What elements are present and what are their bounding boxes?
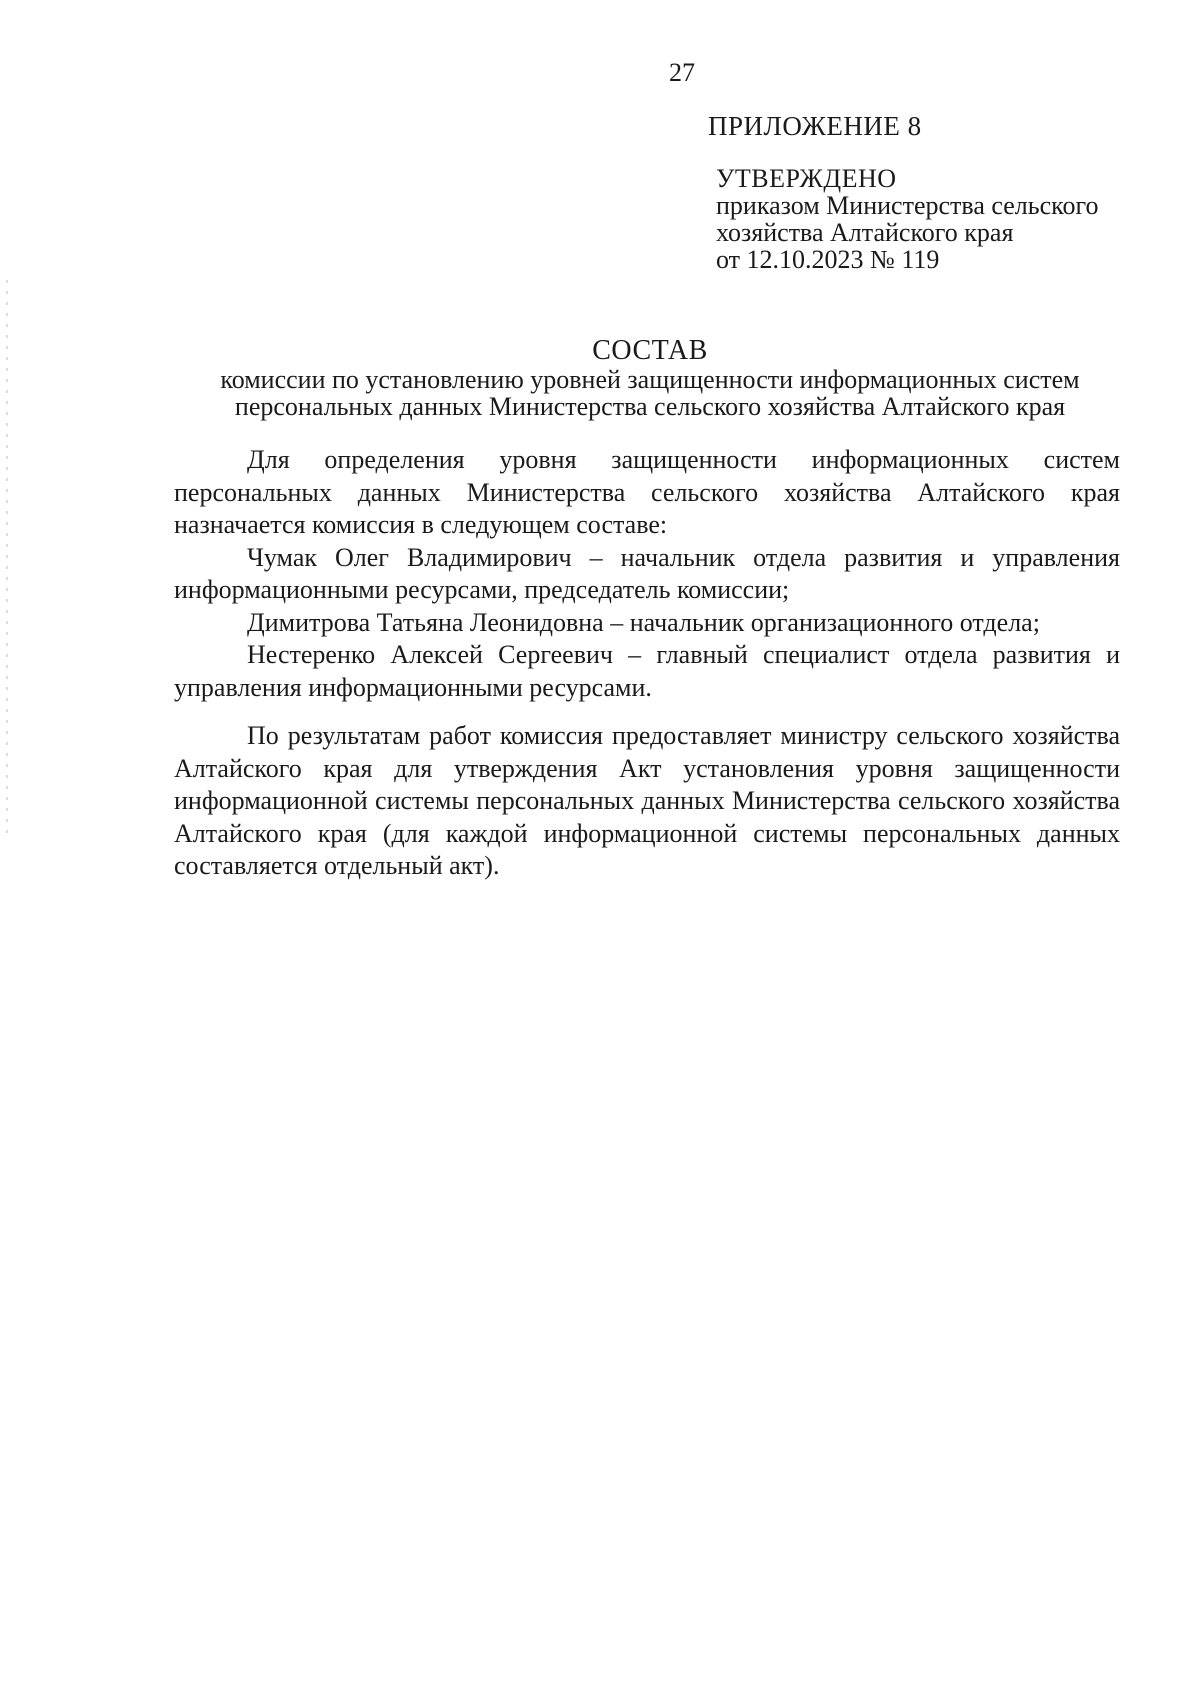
appendix-label: ПРИЛОЖЕНИЕ 8 bbox=[708, 111, 922, 141]
intro-paragraph: Для определения уровня защищенности информационных систем персональных данных Министерства сельского хозяйства Алтайского края назначается комиссия в следующем составе: bbox=[174, 445, 1120, 539]
document-subtitle-line: комиссии по установлению уровней защищенности информационных систем bbox=[220, 365, 1080, 394]
approval-heading: УТВЕРЖДЕНО bbox=[716, 164, 897, 193]
scan-edge-artifact bbox=[6, 280, 8, 840]
approval-line: хозяйства Алтайского края bbox=[716, 218, 1014, 247]
approval-line: приказом Министерства сельского bbox=[716, 191, 1099, 220]
approval-block bbox=[716, 165, 1098, 273]
approval-date-number: от 12.10.2023 № 119 bbox=[716, 245, 940, 274]
member-paragraph: Нестеренко Алексей Сергеевич – главный специалист отдела развития и управления информационными ресурсами. bbox=[174, 640, 1120, 702]
member-paragraph: Димитрова Татьяна Леонидовна – начальник организационного отдела; bbox=[247, 607, 1040, 637]
page-number: 27 bbox=[669, 58, 695, 87]
document-title-block bbox=[170, 336, 1130, 420]
member-paragraph: Чумак Олег Владимирович – начальник отдела развития и управления информационными ресурсами, председатель комиссии; bbox=[174, 542, 1120, 604]
document-subtitle-line: персональных данных Министерства сельского хозяйства Алтайского края bbox=[234, 392, 1066, 421]
document-title: СОСТАВ bbox=[592, 335, 708, 366]
results-paragraph: По результатам работ комиссия предоставляет министру сельского хозяйства Алтайского края для утверждения Акт установления уровня защищенности информационной системы персональных данных Министерства сельского хозяйства Алтайского края (для каждой информационной системы персональных данных составляется отдельный акт). bbox=[174, 721, 1120, 880]
document-body bbox=[174, 444, 1120, 883]
